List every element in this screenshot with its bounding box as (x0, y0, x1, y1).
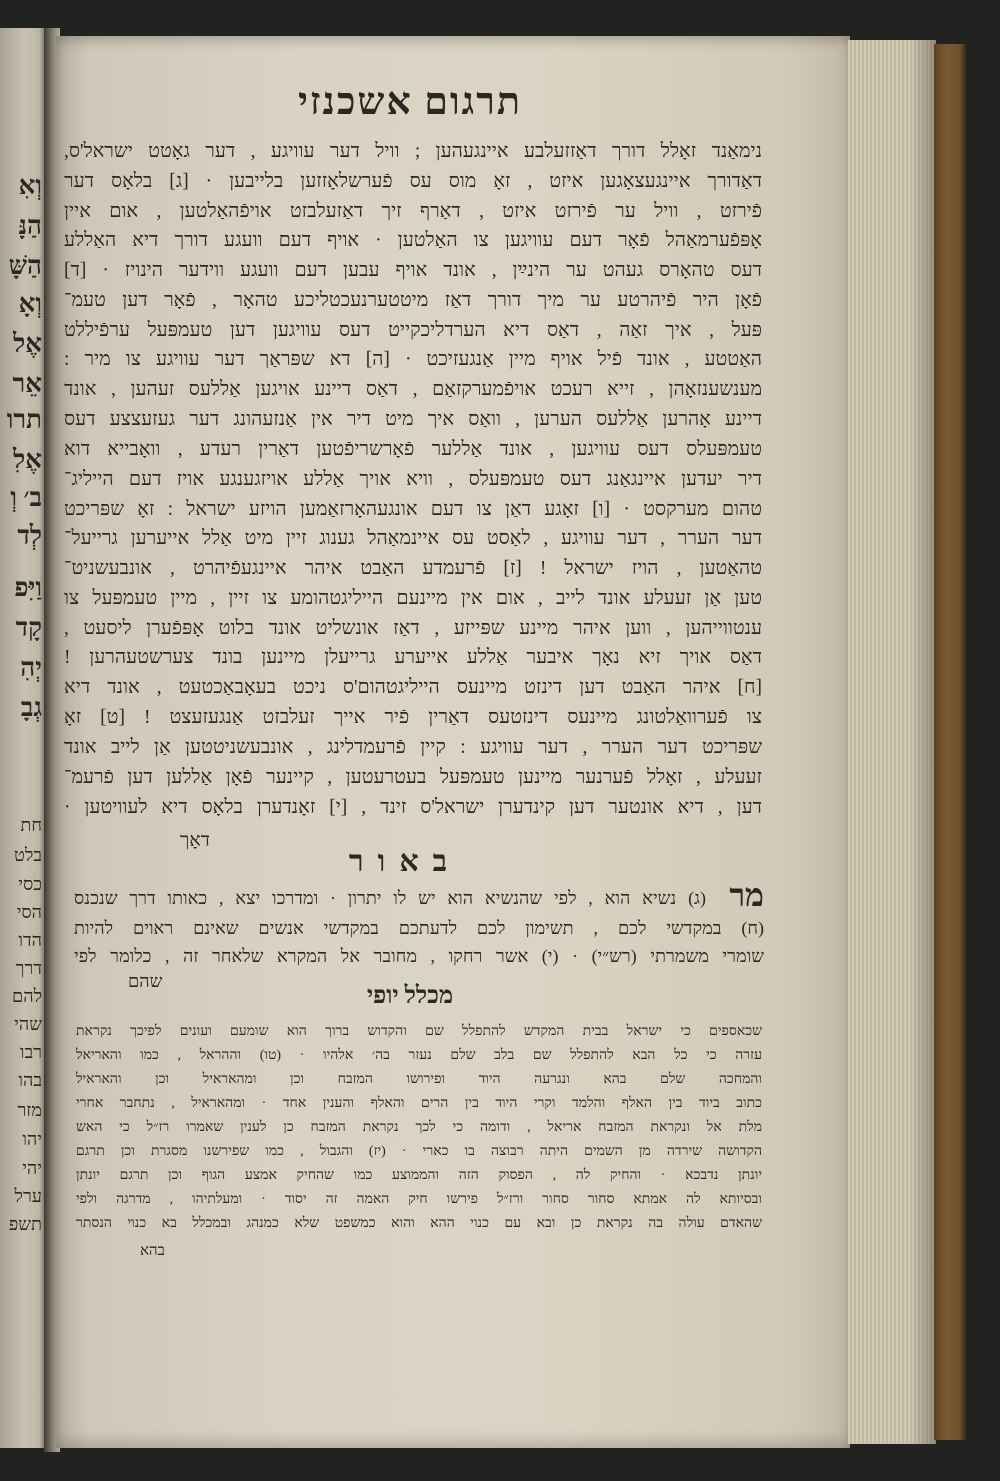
facing-page-fragment: יהו (22, 1129, 42, 1149)
commentary-line: שכאספים כי ישראל בבית המקדש להתפלל שם והקדוש ברוך הוא שומעם ועונים לפיכך נקראת (76, 1024, 762, 1039)
facing-page-fragment: תרו (6, 405, 42, 434)
biur-heading: באור (348, 845, 462, 878)
text-line: טהאַטען , הויז ישראל ! [ז] פֿרעמדע האַבט איהר איינגעפֿיהרט , אונבעשניט־ (64, 558, 762, 579)
facing-page-fragment: וְאָ (18, 289, 42, 318)
commentary-line: (ג) נשיא הוא , לפי שהנשיא הוא יש לו יתרון · ומדרכו יצא , כאותו דרך שנכנס (74, 888, 706, 908)
catchword: בהא (140, 1243, 165, 1259)
facing-page-fragment: בהו (18, 1070, 42, 1090)
commentary-line: יונתן נדבכא · והחיק לה , הפסוק הזה והממוצע כמו שהחיק אמצע הגוף וכן תרגם יונתן (76, 1168, 762, 1183)
commentary-line: עזרה כי כל הבא להתפלל שם בלב שלם נעזר בה׳ אלהיו · (טו) וההראל , כמו והאריאל (76, 1048, 762, 1063)
commentary-line: והמחכה שלם בהא ונגרעה היוד ופירושו המזבח וכן ומהאראיל וכן והאראיל (76, 1072, 762, 1087)
facing-page-fragment: חת (20, 815, 42, 835)
facing-page-fragment: בלט (14, 845, 42, 865)
text-line: דאַס אויך זיא נאָך איבער אַללע אייערע גרייעלן מיינען בונד צערשטעהרען ! (64, 647, 762, 668)
commentary-line: שהאדם עולה בה נקראת כן ובא עם כנוי ההא והוא כמשפט שלא כמנהג ובמכלל בא כנוי הנסתר (76, 1216, 762, 1231)
catchword: דאָך (180, 830, 210, 851)
facing-page-fragment: הַנָּ (18, 211, 42, 240)
facing-page-fragment: הדו (18, 930, 42, 950)
facing-page-fragment: ב׳ וְ (10, 483, 42, 512)
text-line: האַטטע , אונד פֿיל אויף מיין אַנגעזיכט · [ה] דא שפּראַך דער עוויגע צו מיר : (64, 349, 762, 370)
text-line: דער הערר , דער עוויגע , לאַסט עס איינמאַהל גענוג זיין מיט אַלל אייערען גרייעל־ (64, 528, 762, 549)
commentary-line: שומרי משמרתי (רש״י) · (י) אשר רחקו , מחובר אל המקרא שלאחר זה , כלומר לפי (74, 946, 764, 966)
text-line: דאַדורך איינגעצאָגען איזט , זאָ מוס עס פֿערשלאָזזען בלייבען · [ג] בלאָס דער (64, 171, 762, 192)
facing-page-fragment: אֵר (12, 369, 42, 398)
text-line: דיינע אָהרען אַללעס הערען , וואַס איך מיט דיר אין אַנזעהונג דער געזעצצע דעס (64, 409, 762, 430)
text-line: פֿאָן היר פֿיהרטע ער מיך דורך דאַז מיטטערנעכטליכע טהאָר , פֿאָר דען טעמ־ (64, 290, 762, 311)
text-line: מענשענזאָהן , זייא רעכט אויפֿמערקזאַם , דאַס דיינע אויגען אַללעס זעהען , אונד (64, 379, 762, 400)
facing-page-fragment: תשפ (8, 1214, 42, 1234)
facing-page-fragment: וַיִּפ (14, 573, 42, 602)
facing-page-fragment: הַשָּׁ (8, 251, 42, 280)
text-line: טהום מערקסט · [ו] זאָגע דאַן צו דעם אונגעהאָרזאַמען הויזע ישראל : זאָ שפּריכט (64, 499, 762, 520)
commentary-line: הקדושה שירדה מן השמים היתה רבוצה בו כארי · (יז) והגבול , כמו שפירשנו מסגרת וכן תרגם (76, 1144, 762, 1159)
biur-lead-word: מר (729, 877, 764, 913)
page-fore-edge (848, 40, 936, 1444)
facing-page-fragment: אֶל (13, 329, 42, 358)
facing-page-fragment: רבו (19, 1042, 42, 1062)
facing-page-fragment: גְבָ (20, 693, 42, 722)
facing-page-fragment: להם (11, 986, 42, 1006)
facing-page-fragment: יְהִ (20, 653, 42, 682)
facing-page-fragment: יהי (22, 1158, 42, 1178)
facing-page-fragment: ערל (14, 1186, 42, 1206)
page-title: תרגום אשכנזי (297, 81, 523, 123)
commentary-line: (ח) במקדשי לכם , תשימון לכם לדעתכם במקדשי אנשים שאינם ראוים להיות (74, 918, 764, 938)
facing-page-fragment: אֶלִ (13, 445, 42, 474)
facing-page-fragment: קָד (15, 613, 42, 642)
commentary-line: מלת אל ונקראת המזבח אריאל , ודומה כי לכך נקראת המזבח כן לענין שאמרו רז״ל כי האש (76, 1120, 762, 1135)
facing-page-edge (0, 28, 46, 1448)
facing-page-fragment: לְד (17, 521, 42, 550)
text-line: צו פֿערוואַלטונג מיינעס דינזטעס דאַרין פֿיר אייך זעלבזט אַנגעזעצט ! [ט] זאָ (64, 707, 762, 728)
text-line: דען , דיא אונטער דען קינדערן ישראל'ס זינד , [י] זאָנדערן בלאָס דיא לעוויטען · (64, 797, 762, 818)
facing-page-fragment: מזר (17, 1100, 42, 1120)
text-line: נימאַנד זאָלל דורך דאַזזעלבע איינגעהען ; וויל דער עוויגע , דער גאָטט ישראל'ס, (64, 141, 762, 162)
text-line: טען אַן זעעלע אונד לייב , אום אין מיינעם הייליגטהומע צו זיין , מיין טעמפּעל צו (64, 588, 762, 609)
commentary-line: כתוב ביוד בין האלף והלמד וקרי היוד בין הרים והאלף והענין אחד · ומהאראיל , נתחבר אחרי (76, 1096, 762, 1111)
facing-page-fragment: כסי (18, 874, 42, 894)
commentary-line: ובסיותא לה אמתא סחור סחור ורז״ל פירשו חיק האמה זה יסוד · ומעלתיהו , מדרגה ולפי (76, 1192, 762, 1207)
text-line: דיר יעדען איינגאַנג דעס טעמפּעלס , וויא אויך אַללע אויזגענגע אויז דעם הייליג־ (64, 469, 762, 490)
facing-page-fragment: שהי (14, 1014, 42, 1034)
text-line: דעס טהאָרס געהט ער הינײַן , אונד אויף עבען דעם וועגע ווידער הינויז · [ד] (64, 260, 762, 281)
facing-page-fragment: דרך (15, 958, 42, 978)
text-line: זעעלע , זאָלל פֿערנער מיינען טעמפּעל בעטרעטען , קיינער פֿאָן אַללען דען פֿרעמ־ (64, 767, 762, 788)
text-line: [ח] איהר האַבט דען דינזט מיינעס הייליגטהום'ס ניכט בעאָבאַכטעט , אונד דיא (64, 677, 762, 698)
facing-page-fragment: הסי (16, 902, 42, 922)
catchword: שהם (128, 971, 163, 991)
text-line: פּעל , איך זאַה , דאַס דיא הערדליכקייט דעס עוויגען דען טעמפּעל ערפֿיללט (64, 320, 762, 341)
mikhlal-yofi-heading: מכלל יופי (366, 983, 454, 1009)
text-line: ענטווייהען , ווען איהר מיינע שפּייזע , דאַז אונשליט אונד בלוט אָפּפֿערן ליסעט , (64, 618, 762, 639)
text-line: שפּריכט דער הערר , דער עוויגע : קיין פֿרעמדלינג , אונבעשניטטען אַן לייב אונד (64, 737, 762, 758)
text-line: טעמפּעלס דעס עוויגען , אונד אַללער פֿאָרשריפֿטען דאַרין רעדע , וואָבייא דוא (64, 439, 762, 460)
facing-page-fragment: וְאִ (18, 171, 42, 200)
text-line: אָפּפֿערמאַהל פֿאָר דעם עוויגען צו האַלטען · אויף דעם וועגע דורך דיא האַללע (64, 230, 762, 251)
book-cover-edge (934, 44, 966, 1440)
text-line: פֿירזט , וויל ער פֿירזט איזט , דאַרף זיך דאַזעלבזט אויפֿהאַלטען , אום איין (64, 201, 762, 222)
